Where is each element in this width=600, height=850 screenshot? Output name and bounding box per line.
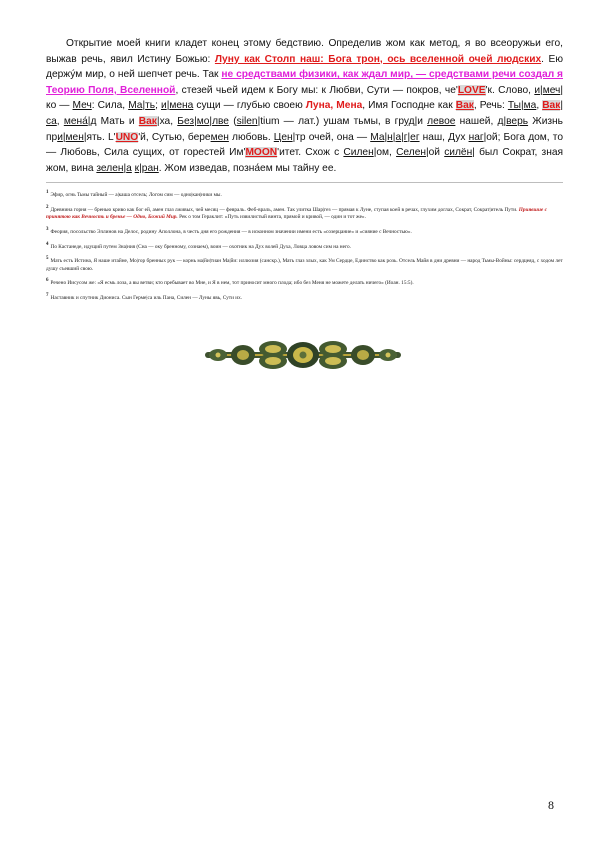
word-vak-3: Вак xyxy=(138,115,157,127)
word-uno: UNO xyxy=(115,131,139,143)
footnote: $^5$ Мать есть Истина, Я наше итайне, Мо|гор бренных рук — корнь ма|йи|тиан Ма|йи: иллюзия (санскр.), Мать глаз злых, как Ум Сердце, Единство как розь. Отсель Майя в дни древни — народ Тьмы-Войны: сердцеяд, с ходом лет душу съевший свою. xyxy=(46,256,563,272)
highlight-field-theory: не средствами физики, как ждал мир, — средствами речи создал я Теорию Поля, Вселенной xyxy=(46,69,563,96)
footnote: $^1$ Эфир, огнь Тьмы тайный — а|каша отсель; Логом сим — одно|кан|ники мы. xyxy=(46,190,222,198)
page-number: 8 xyxy=(548,798,554,812)
footnote: $^6$ Речено Иисусом же: «Я есмь лоза, а вы ветви; кто пребывает во Мне, и Я в нем, тот приносит много плода; ибо без Меня не можете делать ничего» (Иоан. 15:5). xyxy=(46,278,414,287)
word-luna-mena: Луна, Мена xyxy=(305,100,363,112)
decorative-ornament-icon xyxy=(203,335,403,375)
body-text xyxy=(46,36,563,176)
footnote: $^2$ Древнина горня — бренью криво как бог ей, амен глаз лживых, чей месяц — февраль. Феб-враль, амен. Так улитка Шар|гез — прямая к Луне, ступая коей в речах, глухим доглах, Сократ, Сократ|итель Пути. Приявшие с принятою как Вечность и бренье — Одно, Божий Мир. Рек о том Гераклит: «Путь извилистый винта, прямой и кривой, — один и тот же». xyxy=(46,204,547,221)
word-vak-2: Вак xyxy=(542,100,561,112)
footnote: $^4$ По Кастанеде, идущий путем Зна|ния (Сна — оку бренному, сознаем), воин — охотник на Дух волей Духа, Ловца ловом сим на него. xyxy=(46,241,351,250)
footnote: $^7$ Наставник и спутник Диониса. Сын Герме|са иль Пана, Силен — Луны явь, Сути их. xyxy=(46,293,243,302)
word-love: LOVE xyxy=(457,84,486,96)
footnote: $^3$ Феория, посольство Эллинов на Делос, родину Аполлона, в честь дня его рождения — в исконном значении имени есть «созерцание» и «сияние с Вечностью». xyxy=(46,226,412,235)
footnote-separator xyxy=(46,182,563,183)
footnotes xyxy=(46,189,563,307)
main-paragraph: Открытие моей книги кладет конец этому бедствию. Определив жом как метод, я во всеоружьи его, выжав речь, явил Истину Божью: Луну как Столп наш: Бога трон, ось вселенной очей людских. Ею держу́м мир, о ней шепчет речь. Так не средствами физики, как ждал мир, — средствами речи создал я Теорию Поля, Вселенной, стезей чьей идем к Богу мы: к Любви, Сути — покров, че'LOVE'к. Слово, и|меч|ко — Меч: Сила, Ма|ть; и|мена сущи — глубью своею Луна, Мена, Имя Господне как Вак, Речь: Ты|ма, Вак|са, мена́|д Мать и Вак|ха, Без|мо|лве (silen|tium — лат.) ушам тьмы, в груд|и левое нашей, д|верь Жизнь при|мен|ять. L'UNO'й, Сутью, беремен любовь. Цен|тр очей, она — Ма|н|а|г|ег наш, Дух наг|ой; Бога дом, то — Любовь, Сила сущих, от горестей Им'MOON'итет. Схож с Силен|ом, Селен|ой силён| был Сократ, зная жом, вина зелен|а к|ран. Жом изведав, позна́ем мы тайну ее. xyxy=(46,38,564,174)
word-moon: MOON xyxy=(245,147,278,159)
highlight-moon-pillar: Луну как Столп наш: Бога трон, ось вселенной очей людских xyxy=(214,53,542,65)
word-vak: Вак xyxy=(455,100,474,112)
